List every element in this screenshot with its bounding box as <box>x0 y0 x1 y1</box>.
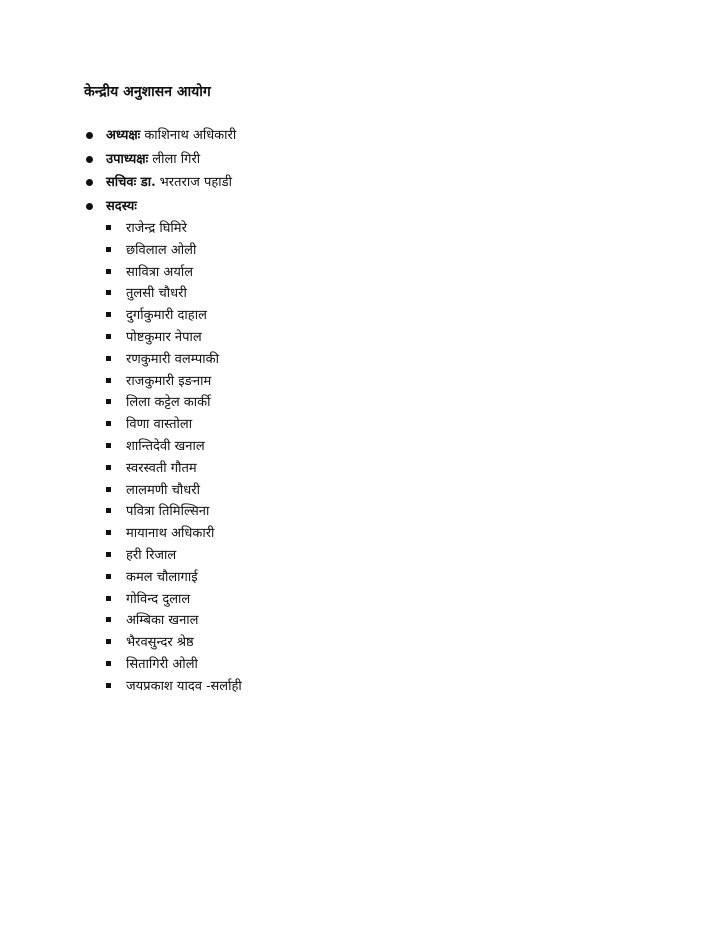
document-body <box>84 82 684 698</box>
member-name: सावित्रा अर्याल <box>126 264 194 280</box>
member-item <box>104 283 684 305</box>
square-bullet-icon <box>106 661 111 666</box>
square-bullet-icon <box>106 552 111 557</box>
member-item <box>104 610 684 632</box>
member-item <box>104 632 684 654</box>
square-bullet-icon <box>106 508 111 513</box>
officer-role: अध्यक्षः <box>106 128 141 143</box>
member-name: पोष्टकुमार नेपाल <box>126 329 202 345</box>
member-item <box>104 458 684 480</box>
officer-name: लीला गिरी <box>152 151 201 167</box>
square-bullet-icon <box>106 269 111 274</box>
member-name: स्वरस्वती गौतम <box>126 460 197 476</box>
member-name: रणकुमारी वलम्पाकी <box>126 351 219 367</box>
member-name: कमल चौलागाई <box>126 569 198 585</box>
member-name: लिला कट्टेल कार्की <box>126 395 211 411</box>
square-bullet-icon <box>106 247 111 252</box>
member-item <box>104 676 684 698</box>
member-item <box>104 392 684 414</box>
member-item <box>104 545 684 567</box>
square-bullet-icon <box>106 421 111 426</box>
member-name: विणा वास्तोला <box>126 417 193 433</box>
member-item <box>104 567 684 589</box>
member-item <box>104 501 684 523</box>
members-label: सदस्यः <box>106 198 137 214</box>
officer-item-members <box>84 195 684 698</box>
round-bullet-icon <box>86 132 93 139</box>
member-name: दुर्गाकुमारी दाहाल <box>126 308 207 324</box>
member-name: राजेन्द्र घिमिरे <box>126 221 187 236</box>
square-bullet-icon <box>106 530 111 535</box>
square-bullet-icon <box>106 399 111 404</box>
square-bullet-icon <box>106 290 111 295</box>
member-item <box>104 480 684 502</box>
member-name: पवित्रा तिमिल्सिना <box>126 504 210 520</box>
square-bullet-icon <box>106 639 111 644</box>
officer-name: काशिनाथ अधिकारी <box>144 128 237 143</box>
officer-item-vice-chair <box>84 148 684 172</box>
member-name: मायानाथ अधिकारी <box>126 526 215 542</box>
member-name: भैरवसुन्दर श्रेष्ठ <box>126 635 194 651</box>
round-bullet-icon <box>86 203 93 210</box>
member-item <box>104 414 684 436</box>
square-bullet-icon <box>106 225 111 230</box>
member-item <box>104 327 684 349</box>
member-name: हरी रिजाल <box>126 547 177 563</box>
officer-role: सचिवः डा. <box>106 175 156 190</box>
member-name: गोविन्द दुलाल <box>126 591 191 607</box>
commission-heading: केन्द्रीय अनुशासन आयोग <box>84 84 211 100</box>
member-name: सितागिरी ओली <box>126 656 198 672</box>
square-bullet-icon <box>106 334 111 339</box>
member-name: राजकुमारी इङनाम <box>126 373 212 389</box>
round-bullet-icon <box>86 156 93 163</box>
member-item <box>104 305 684 327</box>
square-bullet-icon <box>106 465 111 470</box>
member-item <box>104 436 684 458</box>
member-list <box>104 218 684 698</box>
officer-item-secretary <box>84 171 684 195</box>
officer-role: उपाध्यक्षः <box>106 151 149 167</box>
member-name: अम्बिका खनाल <box>126 613 199 629</box>
member-item <box>104 523 684 545</box>
officer-name: भरतराज पहाडी <box>159 175 232 190</box>
square-bullet-icon <box>106 487 111 492</box>
member-item <box>104 349 684 371</box>
member-name: छविलाल ओली <box>126 242 197 258</box>
member-item <box>104 371 684 393</box>
officer-item-chair <box>84 124 684 148</box>
member-name: जयप्रकाश यादव -सर्लाही <box>126 678 242 694</box>
round-bullet-icon <box>86 179 93 186</box>
square-bullet-icon <box>106 443 111 448</box>
member-item <box>104 589 684 611</box>
member-name: लालमणी चौधरी <box>126 482 200 498</box>
square-bullet-icon <box>106 312 111 317</box>
square-bullet-icon <box>106 356 111 361</box>
member-item <box>104 654 684 676</box>
officer-list <box>84 124 684 698</box>
member-item <box>104 262 684 284</box>
square-bullet-icon <box>106 617 111 622</box>
member-name: तुलसी चौधरी <box>126 286 187 302</box>
member-name: शान्तिदेवी खनाल <box>126 438 205 454</box>
square-bullet-icon <box>106 378 111 383</box>
member-item <box>104 240 684 262</box>
square-bullet-icon <box>106 574 111 579</box>
square-bullet-icon <box>106 683 111 688</box>
member-item <box>104 218 684 240</box>
square-bullet-icon <box>106 596 111 601</box>
